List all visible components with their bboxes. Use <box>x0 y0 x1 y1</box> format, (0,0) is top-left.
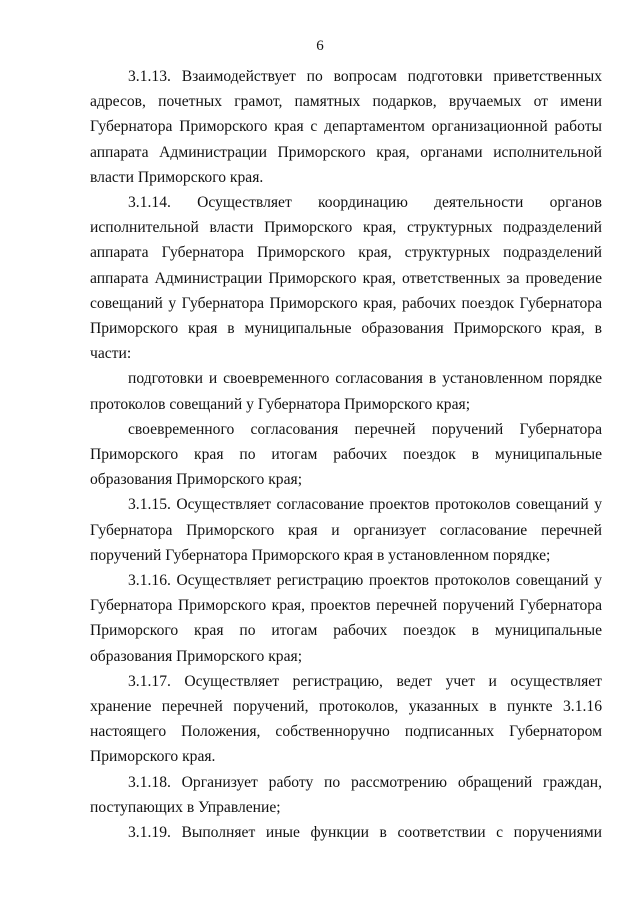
document-body <box>90 64 602 845</box>
paragraph-3-1-18: 3.1.18. Организует работу по рассмотрению обращений граждан, поступающих в Управление; <box>90 773 602 816</box>
paragraph-3-1-17: 3.1.17. Осуществляет регистрацию, ведет учет и осуществляет хранение перечней поручений, протоколов, указанных в пункте 3.1.16 настоящего Положения, собственноручно подписанных Губернатором Приморского края. <box>90 672 602 766</box>
paragraph-3-1-16: 3.1.16. Осуществляет регистрацию проектов протоколов совещаний у Губернатора Приморского края, проектов перечней поручений Губернатора Приморского края по итогам рабочих поездок в муниципальные образования Приморского края; <box>90 572 602 665</box>
paragraph-3-1-15: 3.1.15. Осуществляет согласование проектов протоколов совещаний у Губернатора Приморского края и организует согласование перечней поручений Губернатора Приморского края в установленном порядке; <box>90 496 602 564</box>
paragraph-3-1-14-item-2: своевременного согласования перечней поручений Губернатора Приморского края по итогам рабочих поездок в муниципальные образования Приморского края; <box>90 420 602 489</box>
paragraph-3-1-19: 3.1.19. Выполняет иные функции в соответствии с поручениями <box>128 824 602 842</box>
paragraph-3-1-14-item-1: подготовки и своевременного согласования в установленном порядке протоколов совещаний у Губернатора Приморского края; <box>90 370 602 413</box>
paragraph-3-1-13: 3.1.13. Взаимодействует по вопросам подготовки приветственных адресов, почетных грамот, памятных подарков, вручаемых от имени Губернатора Приморского края с департаментом организационной работы аппарата Администрации Приморского края, органами исполнительной власти Приморского края. <box>90 68 602 186</box>
paragraph-3-1-14: 3.1.14. Осуществляет координацию деятельности органов исполнительной власти Приморского края, структурных подразделений аппарата Губернатора Приморского края, структурных подразделений аппарата Администрации Приморского края, ответственных за проведение совещаний у Губернатора Приморского края, рабочих поездок Губернатора Приморского края в муниципальные образования Приморского края, в части: <box>90 194 602 363</box>
page-number: 6 <box>316 38 324 54</box>
